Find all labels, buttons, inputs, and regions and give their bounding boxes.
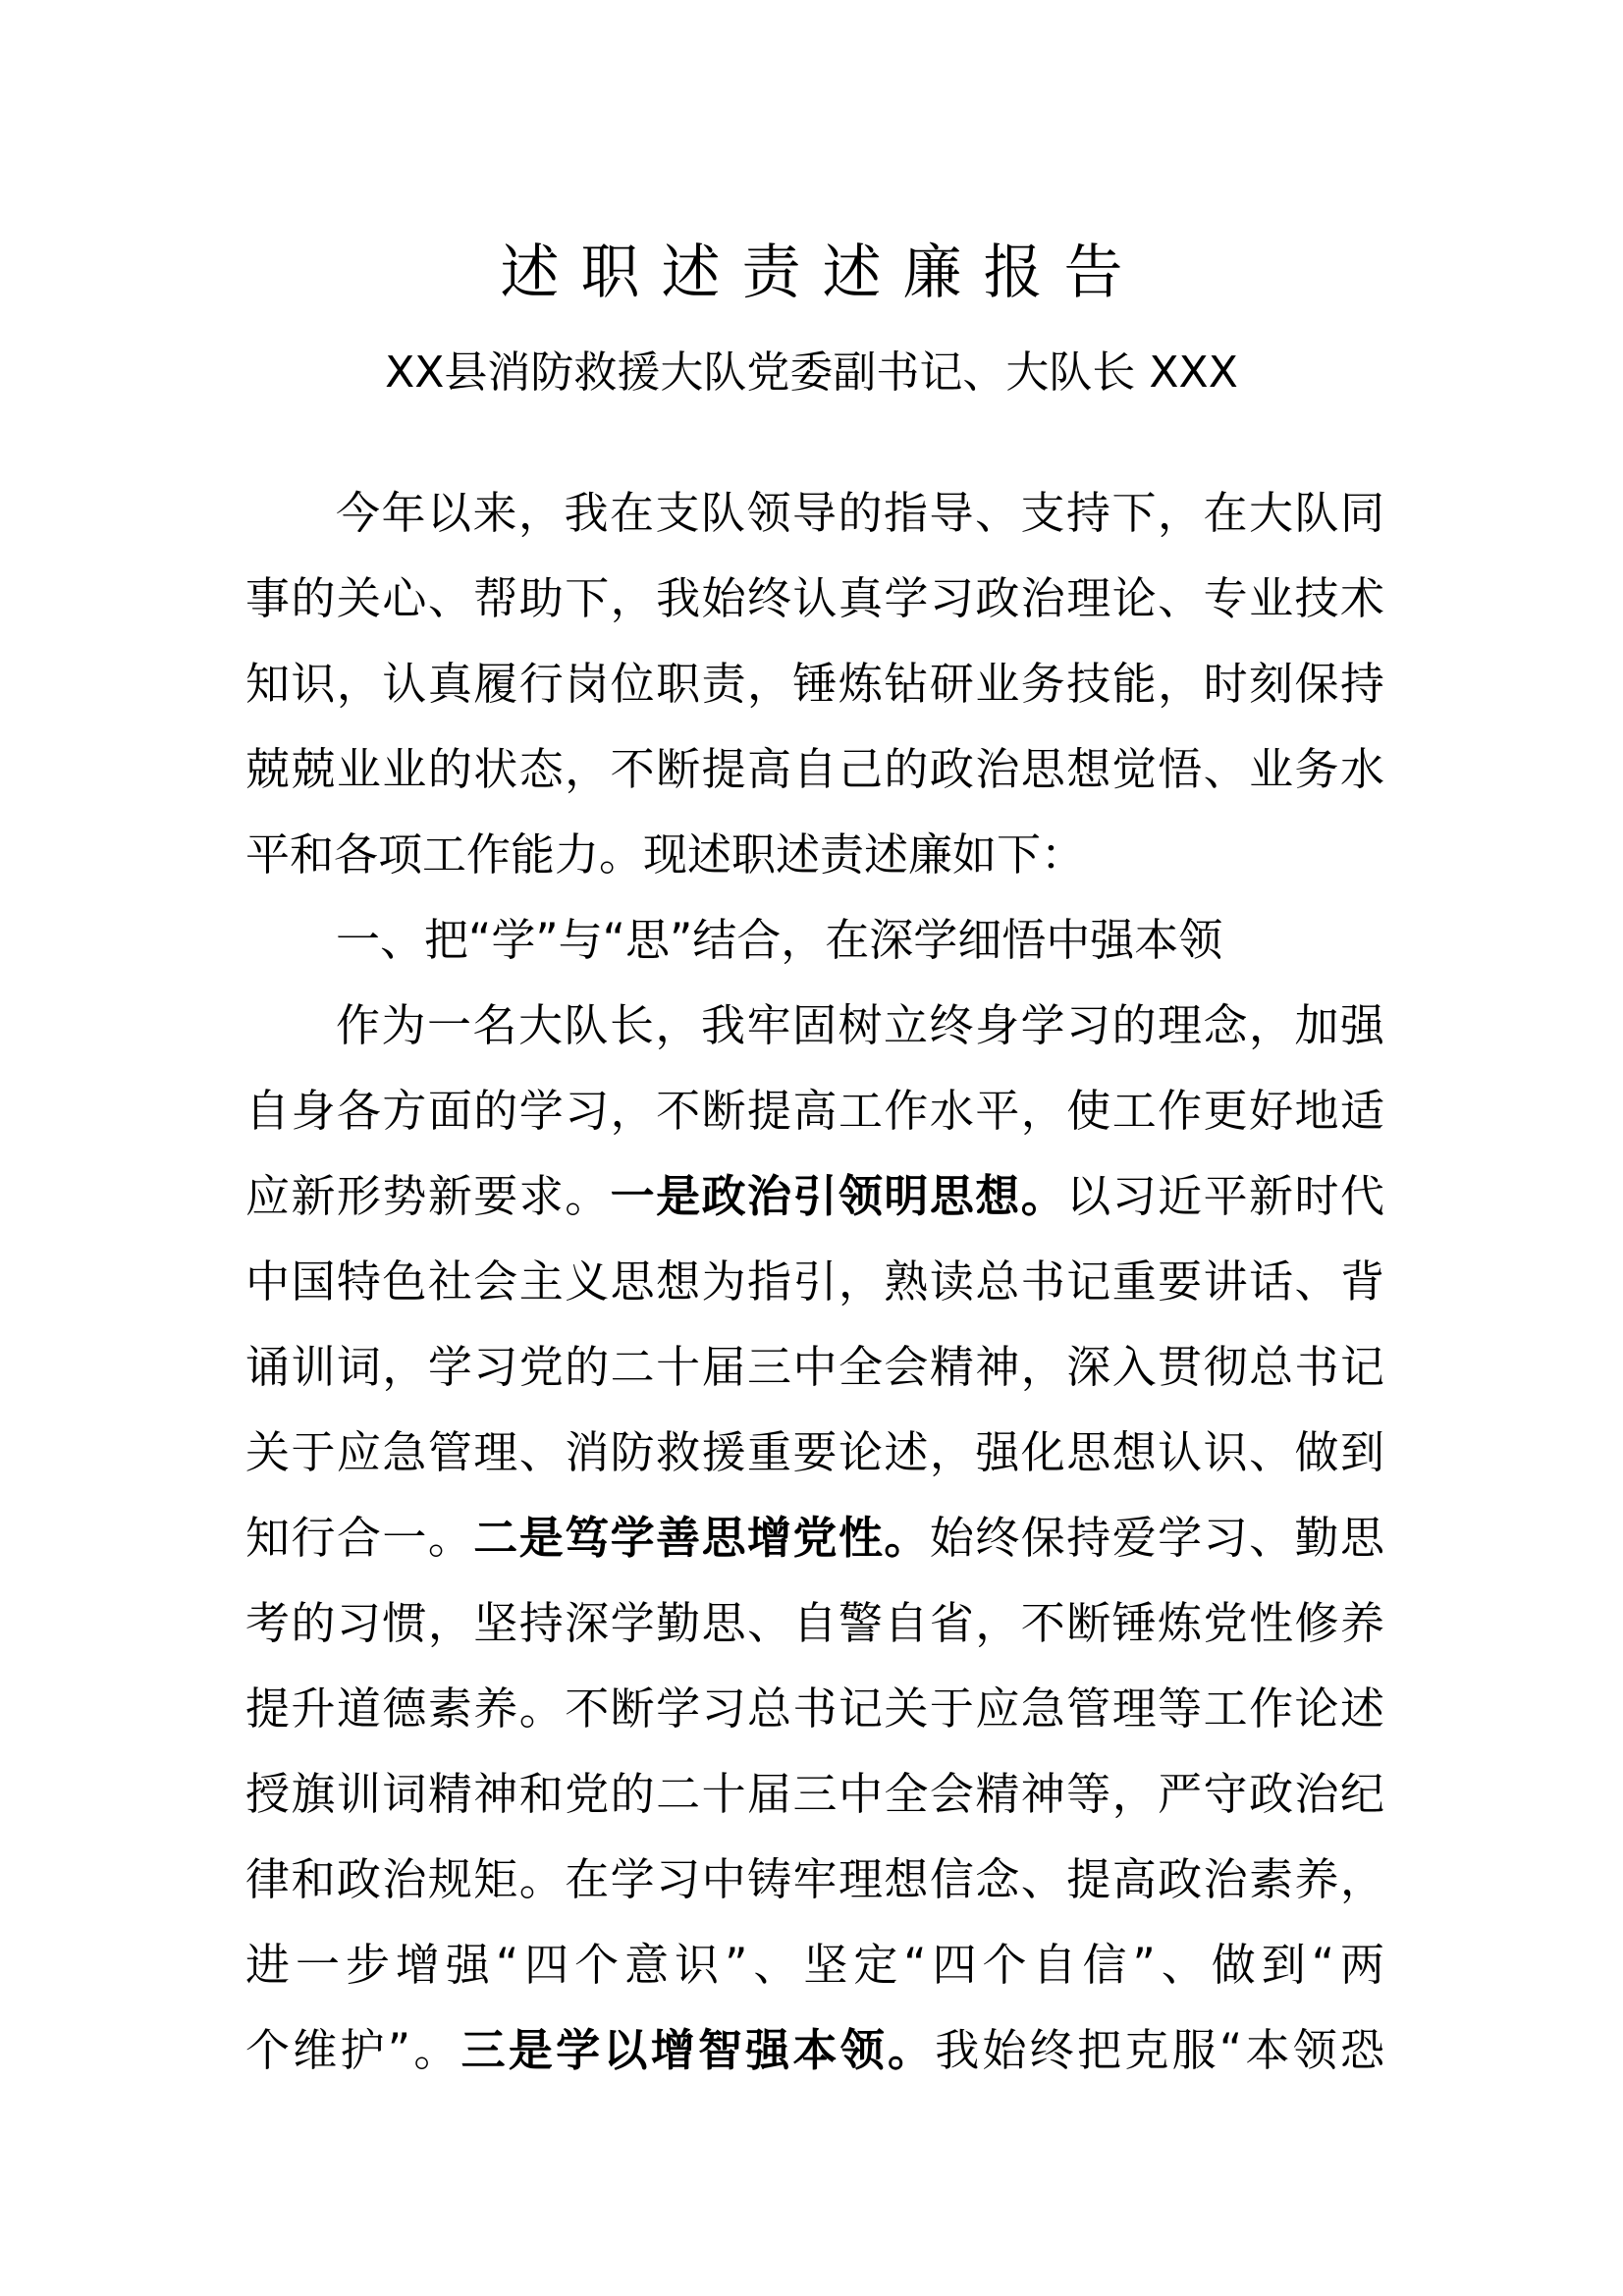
text-line xyxy=(245,1751,1384,1837)
text-line xyxy=(245,726,1384,812)
text-run: 事的关心、帮助下，我始终认真学习政治理论、专业技术 xyxy=(245,572,1384,624)
text-run: 进一步增强“四个意识”、坚定“四个自信”、做到“两 xyxy=(245,1939,1384,1991)
text-run: 关于应急管理、消防救援重要论述，强化思想认识、做到 xyxy=(245,1426,1384,1478)
text-line xyxy=(245,641,1384,726)
text-run: 知行合一。 xyxy=(245,1512,474,1564)
text-line xyxy=(245,1068,1384,1153)
text-run: 一、把“学”与“思”结合，在深学细悟中强本领 xyxy=(336,914,1223,966)
paragraph xyxy=(245,897,1384,983)
text-run: 律和政治规矩。在学习中铸牢理想信念、提高政治素养， xyxy=(245,1853,1384,1905)
text-run: 知识，认真履行岗位职责，锤炼钻研业务技能，时刻保持 xyxy=(245,658,1384,710)
text-run: 诵训词，学习党的二十届三中全会精神，深入贯彻总书记 xyxy=(245,1341,1384,1393)
text-line xyxy=(245,1495,1384,1580)
bold-lead-phrase: 二是笃学善思增党性。 xyxy=(473,1512,930,1564)
text-line xyxy=(245,1580,1384,1666)
text-run: 自身各方面的学习，不断提高工作水平，使工作更好地适 xyxy=(245,1085,1384,1137)
text-line xyxy=(245,1153,1384,1239)
text-run: 考的习惯，坚持深学勤思、自警自省，不断锤炼党性修养 xyxy=(245,1597,1384,1649)
text-line xyxy=(245,1922,1384,2007)
text-line xyxy=(245,1666,1384,1751)
text-line xyxy=(245,1837,1384,1922)
text-run: 作为一名大队长，我牢固树立终身学习的理念，加强 xyxy=(336,999,1384,1051)
text-run: 始终保持爱学习、勤思 xyxy=(929,1512,1384,1564)
text-run: 应新形势新要求。 xyxy=(245,1170,611,1222)
text-line xyxy=(245,1410,1384,1495)
text-run: 以习近平新时代 xyxy=(1066,1170,1384,1222)
document-body xyxy=(245,470,1384,2093)
document-subtitle: XX县消防救援大队党委副书记、大队长 XXX xyxy=(385,347,1238,398)
bold-lead-phrase: 一是政治引领明思想。 xyxy=(610,1170,1067,1222)
text-run: 授旗训词精神和党的二十届三中全会精神等，严守政治纪 xyxy=(245,1768,1384,1820)
bold-lead-phrase: 三是学以增智强本领。 xyxy=(460,2024,936,2076)
text-line xyxy=(245,1324,1384,1410)
text-line xyxy=(245,897,1384,983)
text-line xyxy=(245,1239,1384,1324)
paragraph xyxy=(245,983,1384,2093)
document-title: 述职述责述廉报告 xyxy=(500,239,1145,307)
text-run: 平和各项工作能力。现述职述责述廉如下： xyxy=(245,828,1086,881)
text-run: 我始终把克服“本领恐 xyxy=(935,2024,1384,2076)
text-line xyxy=(245,983,1384,1068)
text-run: 中国特色社会主义思想为指引，熟读总书记重要讲话、背 xyxy=(245,1255,1384,1308)
text-run: 今年以来，我在支队领导的指导、支持下，在大队同 xyxy=(336,487,1384,539)
text-run: 个维护”。 xyxy=(245,2024,461,2076)
text-line xyxy=(245,2007,1384,2093)
text-run: 兢兢业业的状态，不断提高自己的政治思想觉悟、业务水 xyxy=(245,743,1384,795)
paragraph xyxy=(245,470,1384,897)
text-line xyxy=(245,556,1384,641)
text-run: 提升道德素养。不断学习总书记关于应急管理等工作论述 xyxy=(245,1682,1384,1735)
text-line xyxy=(245,812,1384,897)
text-line xyxy=(245,470,1384,556)
